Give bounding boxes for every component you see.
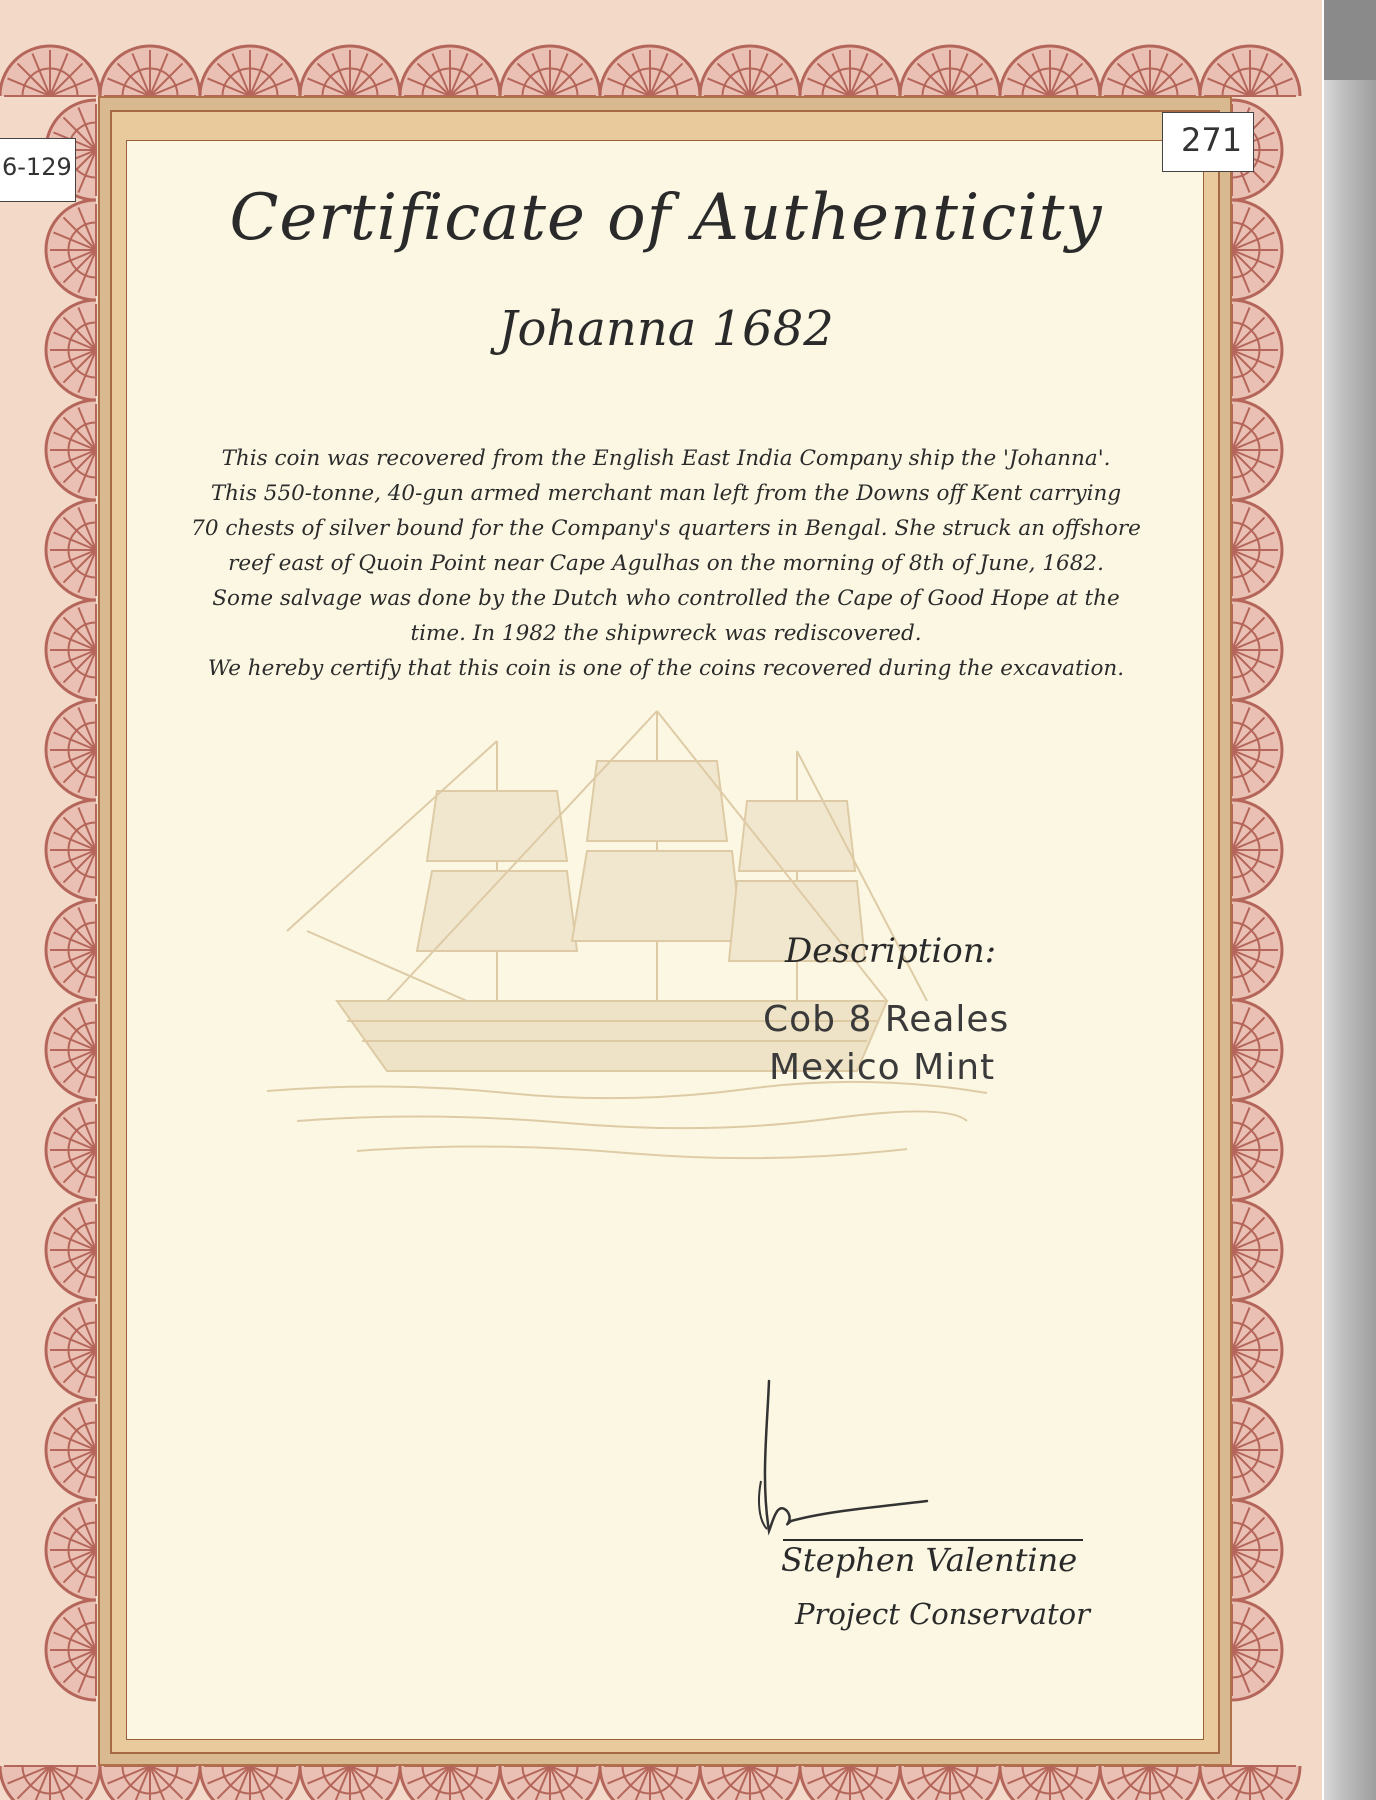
inventory-tag-left: 6-129 (0, 138, 76, 202)
border-fan-ornament (200, 1766, 300, 1800)
certificate-subtitle: Johanna 1682 (498, 301, 834, 357)
description-line-2: Mexico Mint (769, 1047, 996, 1088)
border-fan-ornament (400, 1766, 500, 1800)
scanner-edge (1324, 0, 1376, 1800)
border-fan-ornament (1000, 1766, 1100, 1800)
border-fan-ornament (800, 1766, 900, 1800)
body-line: reef east of Quoin Point near Cape Agulhas on the morning of 8th of June, 1682. (228, 551, 1104, 576)
border-fan-ornament (500, 1766, 600, 1800)
description-label: Description: (785, 931, 997, 971)
certificate-body (157, 441, 1175, 686)
signer-title: Project Conservator (795, 1597, 1090, 1631)
border-fan-ornament (700, 1766, 800, 1800)
border-fan-ornament (1100, 1766, 1200, 1800)
border-fan-ornament (300, 1766, 400, 1800)
certificate-title: Certificate of Authenticity (229, 181, 1103, 255)
scanner-edge-top (1324, 0, 1376, 80)
border-fan-ornament (900, 1766, 1000, 1800)
body-line: time. In 1982 the shipwreck was rediscovered. (410, 621, 922, 646)
border-fan-ornament (1200, 1766, 1300, 1800)
body-line: This 550-tonne, 40-gun armed merchant man left from the Downs off Kent carrying (210, 481, 1122, 506)
border-fan-ornament (0, 1766, 100, 1800)
description-line-1: Cob 8 Reales (763, 999, 1010, 1040)
inventory-tag-right: 271 (1162, 112, 1254, 172)
body-line: 70 chests of silver bound for the Company's quarters in Bengal. She struck an offshore (191, 516, 1141, 541)
certificate-content (126, 140, 1204, 1740)
handwritten-signature (747, 1371, 947, 1551)
body-line: This coin was recovered from the English East India Company ship the 'Johanna'. (221, 446, 1111, 471)
signer-name: Stephen Valentine (781, 1541, 1078, 1579)
border-fan-ornament (100, 1766, 200, 1800)
body-line: Some salvage was done by the Dutch who controlled the Cape of Good Hope at the (212, 586, 1120, 611)
body-line: We hereby certify that this coin is one of the coins recovered during the excavation. (207, 656, 1125, 681)
border-fan-ornament (600, 1766, 700, 1800)
